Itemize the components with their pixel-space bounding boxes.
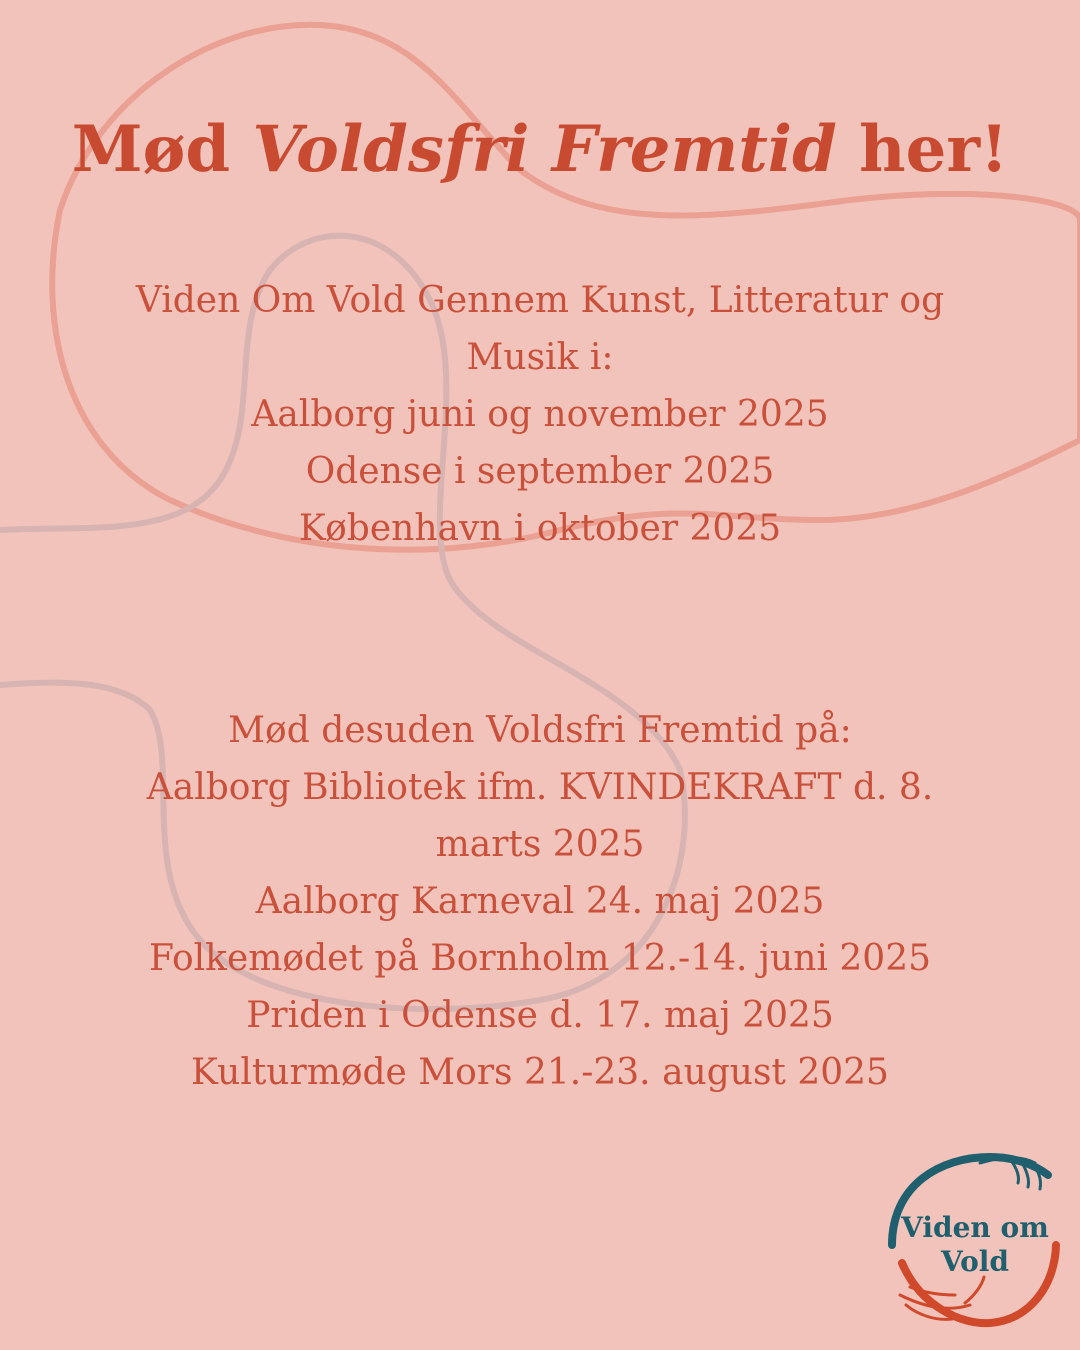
event-priden: Priden i Odense d. 17. maj 2025: [246, 995, 834, 1036]
event-karneval: Aalborg Karneval 24. maj 2025: [255, 881, 825, 922]
event-bibliotek: Aalborg Bibliotek ifm. KVINDEKRAFT d. 8.: [146, 767, 934, 808]
logo-text-line1: Viden om: [901, 1211, 1049, 1244]
event-odense: Odense i september 2025: [305, 451, 775, 492]
intro-line: Viden Om Vold Gennem Kunst, Litteratur og: [135, 280, 945, 321]
event-bibliotek-date: marts 2025: [435, 824, 645, 865]
page-title: [0, 112, 1080, 189]
events-art-block: [100, 272, 980, 557]
event-kulturmode: Kulturmøde Mors 21.-23. august 2025: [191, 1052, 889, 1093]
title-brand: Voldsfri Fremtid: [252, 112, 837, 187]
events-other-block: [100, 702, 980, 1101]
logo: [870, 1145, 1070, 1335]
other-intro: Mød desuden Voldsfri Fremtid på:: [228, 710, 852, 751]
logo-text-line2: Vold: [940, 1245, 1010, 1278]
event-kobenhavn: København i oktober 2025: [298, 508, 782, 549]
title-part-3: her!: [859, 112, 1009, 187]
title-part-1: Mød: [71, 112, 231, 187]
event-aalborg: Aalborg juni og november 2025: [251, 394, 829, 435]
event-folkemodet: Folkemødet på Bornholm 12.-14. juni 2025: [148, 938, 932, 979]
intro-line-cont: Musik i:: [466, 337, 614, 378]
